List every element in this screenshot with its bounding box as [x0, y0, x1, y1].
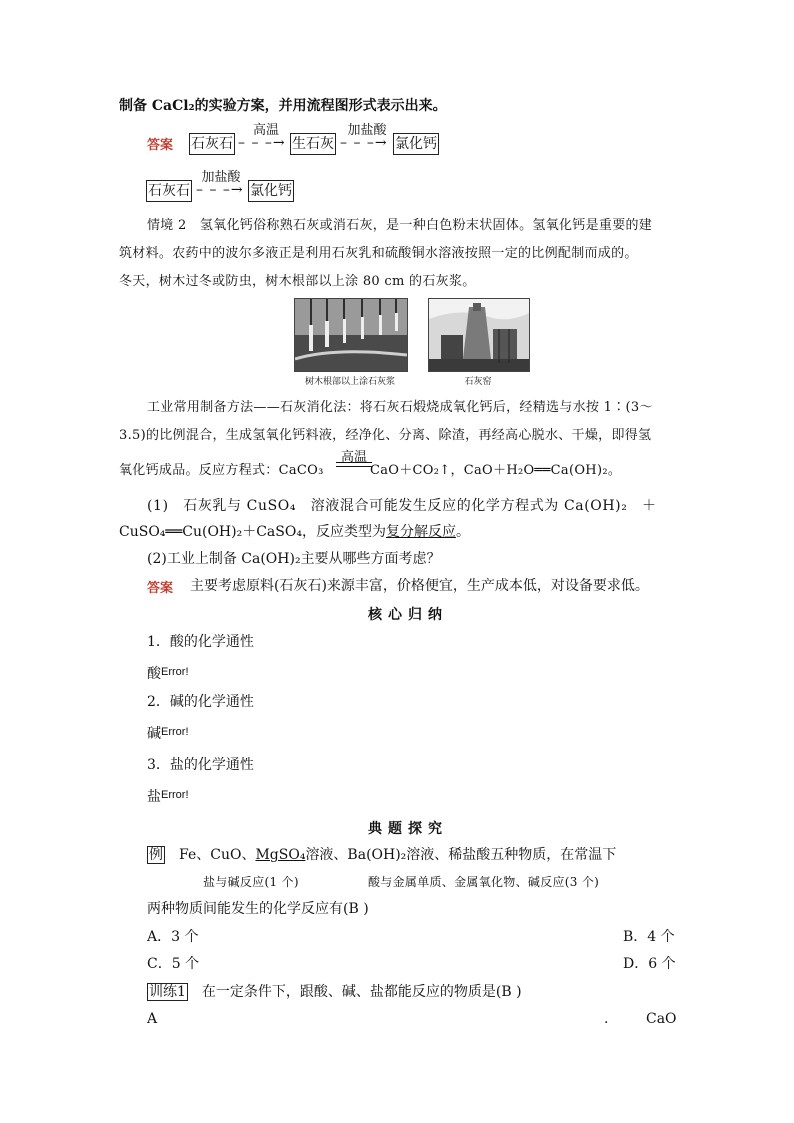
option-a: A．3 个 — [147, 929, 199, 945]
q2-answer: 主要考虑原料(石灰石)来源丰富，价格便宜，生产成本低，对设备要求低。 — [190, 578, 649, 594]
example-text-pre: Fe、CuO、 — [179, 847, 256, 863]
kiln-illustration — [429, 299, 529, 371]
option-c: C．5 个 — [147, 956, 200, 972]
example-note-right: 酸与金属单质、金属氧化物、碱反应(3 个) — [368, 875, 600, 889]
training-dot: . — [604, 1011, 609, 1027]
example-line — [147, 845, 616, 865]
training-option-a: A — [147, 1011, 158, 1027]
photo-kiln-caption: 石灰窑 — [464, 377, 492, 387]
core-item-2-prefix: 碱 — [147, 726, 161, 742]
q1-answer: 复分解反应 — [385, 524, 456, 540]
core-item-3-error: Error! — [161, 789, 189, 801]
q1-line-2 — [119, 522, 470, 542]
core-item-1-error: Error! — [161, 666, 189, 678]
example-question: 两种物质间能发生的化学反应有(B ) — [147, 901, 369, 917]
core-item-1-title: 1．酸的化学通性 — [147, 634, 254, 650]
core-item-3-body — [147, 785, 189, 807]
scenario-line-1: 情境 2 氢氧化钙俗称熟石灰或消石灰，是一种白色粉末状固体。氢氧化钙是重要的建 — [147, 218, 653, 233]
flow1-step3: 氯化钙 — [393, 133, 439, 155]
example-label: 例 — [149, 847, 163, 863]
photo-trees-caption: 树木根部以上涂石灰浆 — [304, 377, 395, 387]
example-text-post: 溶液、Ba(OH)₂溶液、稀盐酸五种物质，在常温下 — [305, 847, 617, 863]
q2-question: (2)工业上制备 Ca(OH)₂主要从哪些方面考虑？ — [147, 551, 441, 567]
flow1-cond1: 高温 — [252, 123, 279, 138]
flow1-step2: 生石灰 — [290, 133, 336, 155]
core-item-2-title: 2．碱的化学通性 — [147, 694, 254, 710]
trees-illustration — [295, 299, 407, 371]
core-heading: 核心归纳 — [368, 607, 448, 623]
flow1-arrow1: – – –→ — [238, 135, 286, 151]
flow2-arrow1: – – –→ — [196, 182, 244, 198]
photo-lime-kiln — [428, 298, 530, 372]
scenario-line-3: 冬天，树木过冬或防虫，树木根部以上涂 80 cm 的石灰浆。 — [119, 274, 476, 289]
flow1-step1: 石灰石 — [189, 133, 235, 155]
flow2-step1: 石灰石 — [146, 180, 192, 202]
scenario-line-2: 筑材料。农药中的波尔多液正是利用石灰乳和硫酸铜水溶液按照一定的比例配制而成的。 — [119, 246, 638, 261]
answer-label: 答案 — [147, 138, 174, 153]
industry-line-2: 3.5)的比例混合，生成氢氧化钙料液，经净化、分离、除渣，再经高心脱水、干燥，即得氢 — [119, 428, 652, 443]
training-option-cao: CaO — [646, 1011, 677, 1027]
flow1-arrow2: – – –→ — [340, 135, 388, 151]
explore-heading: 典题探究 — [368, 821, 448, 837]
option-b: B．4 个 — [623, 929, 675, 945]
industry-line-3-suffix: CaO＋CO₂↑，CaO＋H₂O══Ca(OH)₂。 — [370, 463, 622, 478]
flow2-step2: 氯化钙 — [248, 180, 294, 202]
q1-line-1: (1) 石灰乳与 CuSO₄ 溶液混合可能发生反应的化学方程式为 Ca(OH)₂ ＋ — [147, 498, 657, 514]
q1-line-2-suffix: 。 — [455, 524, 470, 540]
flow1-cond2: 加盐酸 — [347, 123, 387, 138]
industry-line-1: 工业常用制备方法——石灰消化法：将石灰石煅烧成氧化钙后，经精选与水按 1∶(3～ — [147, 400, 653, 415]
condition-bar-top — [336, 462, 372, 463]
option-d: D．6 个 — [623, 956, 676, 972]
core-item-3-title: 3．盐的化学通性 — [147, 757, 254, 773]
core-item-2-error: Error! — [161, 726, 189, 738]
intro-line: 制备 CaCl₂的实验方案，并用流程图形式表示出来。 — [119, 98, 447, 114]
flow2-cond1: 加盐酸 — [201, 170, 241, 185]
core-item-3-prefix: 盐 — [147, 789, 161, 805]
q1-line-2-prefix: CuSO₄══Cu(OH)₂＋CaSO₄，反应类型为 — [119, 524, 386, 540]
training-label: 训练1 — [149, 984, 186, 1000]
core-item-1-prefix: 酸 — [147, 666, 161, 682]
q2-answer-label: 答案 — [147, 581, 174, 596]
core-item-2-body — [147, 722, 189, 744]
example-mgso4: MgSO₄ — [255, 847, 306, 863]
training-line — [147, 982, 522, 1002]
industry-condition: 高温 — [340, 450, 367, 465]
example-note-left: 盐与碱反应(1 个) — [203, 875, 299, 889]
photo-trees — [294, 298, 408, 372]
training-text: 在一定条件下，跟酸、碱、盐都能反应的物质是(B ) — [201, 984, 522, 1000]
industry-line-3-prefix: 氧化钙成品。反应方程式：CaCO₃ — [119, 463, 324, 478]
condition-bar-bottom — [336, 466, 372, 467]
core-item-1-body — [147, 662, 189, 684]
